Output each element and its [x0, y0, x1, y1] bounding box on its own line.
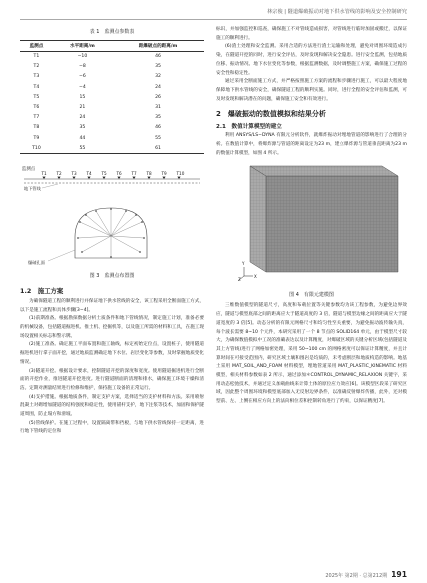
paragraph: (1)前期准备。根据勘探数据分析土质条件和地下管线情况，制定施工计划，准备必要的机械设备，包括隧道掘进机、推土机、挖掘机等，以及施工所需的材料和工具，在施工现场设置相关标志和警示牌。 [20, 316, 204, 339]
monitoring-point-marker-T4 [87, 176, 90, 178]
table-cell: −8 [79, 64, 86, 70]
table-cell: 44 [79, 135, 86, 141]
table-cell: 35 [155, 64, 161, 70]
monitoring-point-marker-T8 [147, 176, 150, 178]
table-cell: −4 [79, 84, 86, 90]
fem-mesh-image [238, 164, 408, 281]
table-cell: 55 [155, 135, 161, 141]
monitoring-point-label-T5: T5 [101, 170, 107, 176]
table-row [20, 72, 204, 82]
table-cell: 55 [53, 143, 112, 153]
table-header-cell: 距爆破点的距离/m [112, 41, 204, 52]
pipeline-label: 地下管线 [24, 185, 41, 191]
paragraph: (5)管线保护。在施工过程中，设置隔离带和挡板，与地下供水管线保持一定距离，进行地下管线的定位和 [20, 420, 204, 435]
right-column [216, 26, 407, 407]
table-cell: 35 [155, 115, 161, 121]
table-cell: T7 [33, 115, 40, 121]
table-header-row [20, 41, 204, 52]
table-header-cell: 水平距离/m [53, 41, 112, 52]
monitoring-point-table [20, 40, 204, 154]
axis-x-label: X [254, 274, 257, 280]
page-number: 191 [391, 570, 407, 579]
table-cell: T5 [33, 94, 40, 100]
monitoring-point-label-T6: T6 [116, 170, 122, 176]
paragraph: 为确保隧道工程的顺利进行并保证地下供水管线的安全，该工程采用全断面施工方式，以下是施工流程和具体步骤[3−4]。 [20, 298, 204, 313]
table-row [20, 62, 204, 72]
table-row [20, 92, 204, 102]
monitoring-layout-diagram [20, 162, 204, 269]
table-row [20, 123, 204, 133]
model-top-face [250, 166, 398, 176]
table-row [20, 82, 204, 92]
table-cell: 15 [79, 94, 86, 100]
section-2-1-title: 2.1 数值计算模型的建立 [216, 124, 282, 131]
table-cell: 26 [155, 94, 161, 100]
monitoring-point-label-T4: T4 [86, 170, 92, 176]
monitoring-point-marker-T5 [102, 176, 105, 178]
axis-z-label: Z [238, 277, 241, 282]
paragraph: (6)渣土处理和安全监测。采用合适的方法进行渣土运输和处理，避免对周围环境造成污染，在隧道开挖的同时，进行安全评估，及时发现和解决安全隐患。进行安全监测，包括地质位移、振动情况、地下水位变化等参数，根据监测数据，及时调整施工方案，确保施工过程的安全性和稳定性。 [216, 44, 407, 76]
monitoring-point-marker-T1 [42, 176, 45, 178]
blast-face-label: 爆破孔面 [28, 259, 45, 265]
axis-y-label: Y [242, 261, 245, 267]
table-cell: 46 [155, 54, 161, 60]
table-cell: T1 [33, 54, 40, 60]
figure3-caption: 图 3 监测点布置图 [89, 272, 135, 279]
running-header [20, 6, 407, 20]
paragraph: (4)支护措施。根据地质条件，制定支护方案，选择适当的支护材料和方法。采用喷射混凝土对砌增加隧道的结构强度和稳定性，使用锚杆支护，地下注浆等技术，加固和保护隧道周围，防止塌方和滑坡。 [20, 394, 204, 418]
paragraph: 标识，并加强监控和巡查，确保施工不对管线造成损害，对管线进行临时加固或搬迁，以保证施工的顺利进行。 [216, 27, 407, 41]
table-row [20, 52, 204, 62]
monitoring-point-markers [41, 171, 185, 179]
monitoring-point-label-T10: T10 [176, 170, 185, 176]
paragraph: 通过采用全断面施工方式，并严格按照施工方案的流程和步骤进行施工，可以最大程度地保障地下供水管线的安全，确保隧道工程的顺利实施。同时，进行全程的安全评估和监测，可及时发现和解决潜在的问题，确保施工安全和有效进行。 [216, 79, 407, 102]
model-side-face [250, 166, 266, 272]
monitoring-point-marker-T10 [177, 176, 180, 178]
table-cell: 32 [155, 74, 161, 80]
table-row [20, 113, 204, 123]
section-2-title: 2 爆破振动的数值模拟和结果分析 [216, 110, 326, 119]
table-cell: −10 [77, 54, 88, 60]
paragraph: 利用 ANSYS/LS−DYNA 有限元分析软件，就爆炸振动对埋地管道的影响进行了合理的分析。在数值计算中，将爆炸源与管道的距离设定为23 m，建立爆炸源与管道垂直距离为23 m的数值计算模型，如图 4 所示。 [216, 133, 407, 156]
table1-caption: 表 1 监测点参数表 [89, 29, 135, 35]
journal-issue: 2025年 第2期 · 总第212期 [325, 573, 388, 579]
monitoring-point-marker-T3 [72, 176, 75, 178]
monitoring-point-marker-T9 [162, 176, 165, 178]
table-cell: 61 [112, 143, 204, 153]
table-cell: 21 [79, 105, 86, 111]
monitoring-point-label-T1: T1 [41, 170, 47, 176]
table-cell: 24 [79, 115, 86, 121]
model-front-face [266, 176, 398, 272]
table-cell: T8 [33, 125, 40, 131]
table-cell: T4 [33, 84, 40, 90]
table-cell: 35 [79, 125, 86, 131]
monitoring-point-label-T9: T9 [161, 170, 167, 176]
table-cell: T2 [33, 64, 40, 70]
monitoring-layout-figure [20, 162, 204, 269]
fem-model-figure [216, 164, 407, 287]
table-row [20, 133, 204, 143]
monitoring-point-label-T2: T2 [56, 170, 62, 176]
table-cell: T6 [33, 105, 40, 111]
section-1-2-title: 1.2 施工方案 [20, 286, 64, 295]
axis-triad [239, 267, 253, 280]
table-cell: 46 [155, 125, 161, 131]
left-column [20, 26, 204, 437]
monitoring-point-marker-T7 [132, 176, 135, 178]
monitoring-point-label-T7: T7 [131, 170, 137, 176]
table-cell: T10 [20, 143, 53, 153]
running-header-text: 林宗俊 | 隧道爆破振动对地下供水管线的影响及安全控制研究 [267, 9, 407, 15]
monitoring-point-label-T8: T8 [146, 170, 152, 176]
monitoring-point-label: 监测点 [22, 166, 36, 172]
table-row [20, 102, 204, 112]
monitoring-point-marker-T2 [57, 176, 60, 178]
table-cell: 24 [155, 84, 161, 90]
paragraph: 三维数值模型的隧道尺寸，高度和布载位置等关键参数均为该工程参数，为避免边界效应，隧道与模型底部之间的距离应大于隧道高度的 3 倍，隧道与模型边缘之间的距离应大于隧道宽度的 3 倍[5]。动态分析的有限元网格尺寸和均匀性至关重要，为避免振动波传输失真，每个波长需要 8~10 个元件，本研究采用了一个 8 节点的 SOLID164 单元，由于模型尺寸较大，为确保数值模拟中工况的准确表达以及计算精度，对爆破区域的关键分析区域(包括隧道及其上方管线)进行了网格加密处理，采用 50~100 cm 的网格密度可以保证计算精度，并且计算时间在可接受范围内，研究区域土壤和围岩是均质的，未考虑断层和地质构造的影响。地基土采用 MAT_SOIL_AND_FOAM 材料模型，埋地管道采用 MAT_PLASTIC_KINEMATIC 材料模型，相关材料参数如表 2 所示，通过添加＊CONTROL_DYNAMIC_RELAXION 关键字，采用动态松弛技术，并通过定义加载曲线来计算土体的原位应力效应[6]。该模型区段采了研究区域，因此整个周围环境和模型底部加入无反射边界条件，以准确反射爆炸传播，此外，还对模型前、左、上侧在相应方向上的法向相位差和控制转角进行了约束，以保证精度[7]。 [216, 303, 407, 405]
table-cell: T3 [33, 74, 40, 80]
figure4-caption: 图 4 有限元建模图 [289, 292, 334, 299]
monitoring-point-label-T3: T3 [71, 170, 77, 176]
blast-hole-lines [78, 209, 144, 257]
page-footer [325, 570, 407, 579]
paragraph: (3)隧道开挖。根据设计要求，控制隧道开挖的深度和宽度。使用隧道掘进机进行全断面的开挖作业，推进隧道开挖进度。进行隧道断面的清理和排水，确保施工环境干燥和清洁。定期对测量结果进行检修和维护，保持施工设备的正常运行。 [20, 368, 204, 391]
table-cell: 31 [155, 105, 161, 111]
paragraph: (2)施工准备。确定施工平面布置和施工轴线，标定初始定位点，设置桩子，使用隧道掘进机进行拿子面开挖，通过地质监测确定地下水位、岩层变化等参数，及时掌握地质变化情况。 [20, 342, 204, 365]
table-header-cell: 监测点 [20, 41, 53, 52]
table-cell: −6 [79, 74, 86, 80]
table-row [20, 143, 204, 153]
table-cell: T9 [33, 135, 40, 141]
monitoring-point-marker-T6 [117, 176, 120, 178]
